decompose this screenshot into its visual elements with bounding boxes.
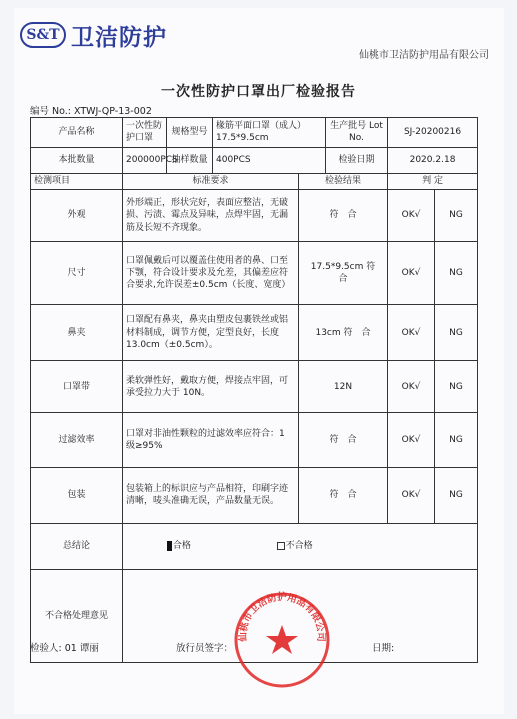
table-row: [31, 361, 478, 413]
column-header-row: [31, 173, 478, 189]
sample-value: 400PCS: [213, 147, 326, 173]
row-result: 13cm 符 合: [299, 305, 388, 361]
col-judgement: 判 定: [388, 173, 478, 189]
row-item: 鼻夹: [31, 305, 123, 361]
table-row: [31, 305, 478, 361]
inspector-signature: 检验人: 01 谭丽: [30, 643, 99, 654]
logo-text: 卫洁防护: [71, 24, 167, 51]
row-result: 17.5*9.5cm 符 合: [299, 242, 388, 305]
document-number: 编号 No.: XTWJ-QP-13-002: [30, 106, 152, 117]
row-standard: 包装箱上的标识应与产品相符，印刷字迹清晰，唛头准确无误，产品数量无误。: [123, 467, 299, 523]
row-ng: NG: [435, 242, 478, 305]
row-item: 过滤效率: [31, 413, 123, 467]
row-ng: NG: [435, 190, 478, 242]
row-ok: OK√: [388, 190, 435, 242]
inspection-table: [30, 117, 478, 663]
seal-text: 仙桃市卫洁防护用品有限公司: [237, 592, 327, 642]
table-row: [31, 190, 478, 242]
row-ok: OK√: [388, 467, 435, 523]
row-result: 符 合: [299, 413, 388, 467]
qty-value: 200000PCS: [123, 147, 167, 173]
row-ok: OK√: [388, 361, 435, 413]
row-item: 外观: [31, 190, 123, 242]
report-title: 一次性防护口罩出厂检验报告: [161, 84, 356, 100]
qty-label: 本批数量: [31, 147, 123, 173]
unchecked-box-icon: [277, 542, 285, 550]
row-standard: 柔软弹性好，戴取方便，焊接点牢固，可承受拉力大于 10N。: [123, 361, 299, 413]
row-item: 包装: [31, 467, 123, 523]
product-name-label: 产品名称: [31, 118, 123, 148]
checked-box-icon: [167, 541, 172, 551]
spec-label: 规格型号: [167, 118, 213, 148]
table-row: [31, 467, 478, 523]
sample-label: 抽样数量: [167, 147, 213, 173]
row-item: 口罩带: [31, 361, 123, 413]
col-result: 检验结果: [299, 173, 388, 189]
date-label: 检验日期: [326, 147, 388, 173]
row-ng: NG: [435, 467, 478, 523]
lot-value: SJ-20200216: [388, 118, 478, 148]
row-ok: OK√: [388, 413, 435, 467]
row-result: 符 合: [299, 190, 388, 242]
company-name: 仙桃市卫洁防护用品有限公司: [359, 50, 489, 61]
row-ng: NG: [435, 361, 478, 413]
logo-mark: S&T: [20, 22, 66, 48]
pass-label: 合格: [172, 541, 191, 552]
conclusion-row: [31, 524, 478, 570]
row-ok: OK√: [388, 305, 435, 361]
row-standard: 口罩对非油性颗粒的过滤效率应符合：1 级≥95%: [123, 413, 299, 467]
col-standard: 标准要求: [123, 173, 299, 189]
conclusion-label: 总结论: [31, 524, 123, 570]
date-value: 2020.2.18: [388, 147, 478, 173]
spec-value: 椽筋平面口罩（成人）17.5*9.5cm: [213, 118, 326, 148]
fail-checkbox[interactable]: [277, 541, 313, 551]
conclusion-options: [123, 524, 478, 570]
table-row: [31, 242, 478, 305]
quantity-row: [31, 147, 478, 173]
company-logo: [20, 20, 167, 50]
product-row: [31, 118, 478, 148]
row-result: 符 合: [299, 467, 388, 523]
pass-checkbox[interactable]: [167, 541, 191, 551]
fail-label: 不合格: [285, 541, 313, 552]
row-ng: NG: [435, 305, 478, 361]
report-date: 日期:: [372, 643, 395, 654]
row-ng: NG: [435, 413, 478, 467]
row-result: 12N: [299, 361, 388, 413]
row-standard: 外形端正，形状完好，表面应整洁，无破损、污渍、霉点及异味，点焊牢固，无漏筋及长短不齐现象。: [123, 190, 299, 242]
nonconform-label: 不合格处理意见: [31, 569, 123, 662]
product-name-value: 一次性防护口罩: [123, 118, 167, 148]
table-row: [31, 413, 478, 467]
row-standard: 口罩佩戴后可以覆盖住使用者的鼻、口至下颚，符合设计要求及允差，其偏差应符合要求,允许误差±0.5cm（长度、宽度）: [123, 242, 299, 305]
row-item: 尺寸: [31, 242, 123, 305]
lot-label: 生产批号 Lot No.: [326, 118, 388, 148]
row-standard: 口罩配有鼻夹，鼻夹由塑皮包裹铁丝或铝材料制成，调节方便，定型良好，长度 13.0cm（±0.5cm）。: [123, 305, 299, 361]
col-item: 检测项目: [31, 173, 123, 189]
releaser-signature: 放行员签字：: [176, 643, 234, 654]
row-ok: OK√: [388, 242, 435, 305]
